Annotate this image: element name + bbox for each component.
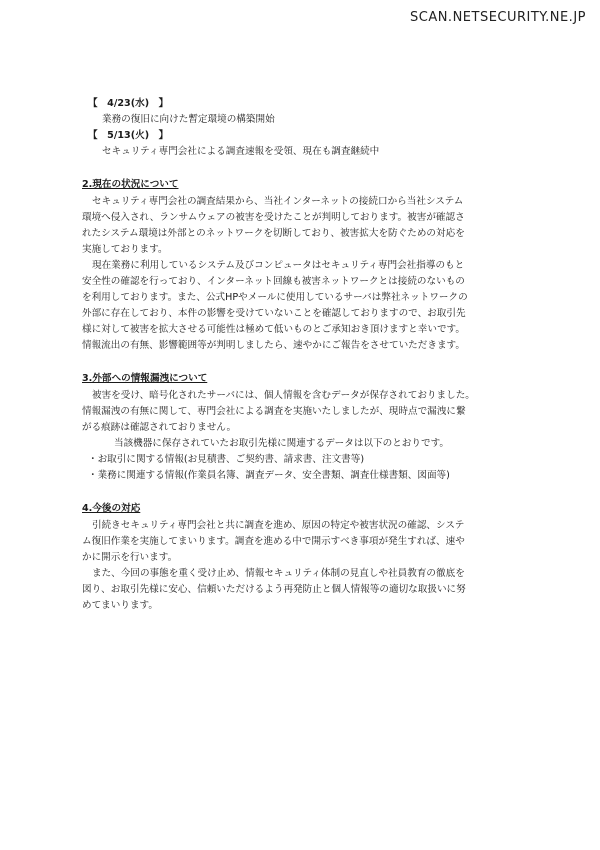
paragraph bbox=[82, 258, 532, 354]
section-current-status bbox=[82, 177, 532, 354]
paragraph-line: がる痕跡は確認されておりません。 bbox=[82, 422, 237, 433]
paragraph-line: 様に対して被害を拡大させる可能性は極めて低いものとご承知おき頂けますと幸いです。 bbox=[82, 324, 465, 335]
timeline-date: 【 4/23(水) 】 bbox=[88, 98, 169, 109]
paragraph-line: 引続きセキュリティ専門会社と共に調査を進め、原因の特定や被害状況の確認、システ bbox=[92, 520, 465, 531]
paragraph-line: 環境へ侵入され、ランサムウェアの被害を受けたことが判明しております。被害が確認さ bbox=[82, 212, 465, 223]
timeline-description: 業務の復旧に向けた暫定環境の構築開始 bbox=[102, 114, 275, 125]
paragraph-line: めてまいります。 bbox=[82, 600, 158, 611]
paragraph bbox=[82, 518, 532, 566]
paragraph-line: セキュリティ専門会社の調査結果から、当社インターネットの接続口から当社システム bbox=[92, 196, 464, 207]
timeline bbox=[82, 96, 532, 160]
paragraph bbox=[82, 388, 532, 436]
paragraph-line: 現在業務に利用しているシステム及びコンピュータはセキュリティ専門会社指導のもと bbox=[92, 260, 465, 271]
section-heading: 2.現在の状況について bbox=[82, 179, 179, 190]
paragraph-line: かに開示を行います。 bbox=[82, 552, 178, 563]
paragraph-line: ム復旧作業を実施してまいります。調査を進める中で開示すべき事項が発生すれば、速や bbox=[82, 536, 465, 547]
watermark-text: SCAN.NETSECURITY.NE.JP bbox=[409, 10, 586, 25]
paragraph-line: 被害を受け、暗号化されたサーバには、個人情報を含むデータが保存されておりました。 bbox=[92, 390, 475, 401]
section-heading: 4.今後の対応 bbox=[82, 503, 141, 514]
bullet-item: ・業務に関連する情報(作業員名簿、調査データ、安全書類、調査仕様書類、図面等) bbox=[88, 470, 450, 481]
bullet-item: ・お取引に関する情報(お見積書、ご契約書、請求書、注文書等) bbox=[88, 454, 365, 465]
timeline-description: セキュリティ専門会社による調査速報を受領、現在も調査継続中 bbox=[102, 146, 380, 157]
paragraph bbox=[82, 566, 532, 614]
paragraph-line: を利用しております。また、公式HPやメールに使用しているサーバは弊社ネットワークの bbox=[82, 292, 468, 303]
paragraph-line: 安全性の確認を行っており、インターネット回線も被害ネットワークとは接続のないもの bbox=[82, 276, 465, 287]
section-heading: 3.外部への情報漏洩について bbox=[82, 373, 208, 384]
data-list-intro: 当該機器に保存されていたお取引先様に関連するデータは以下のとおりです。 bbox=[114, 438, 450, 449]
paragraph-line: れたシステム環境は外部とのネットワークを切断しており、被害拡大を防ぐための対応を bbox=[82, 228, 465, 239]
paragraph-line: また、今回の事態を重く受け止め、情報セキュリティ体制の見直しや社員教育の徹底を bbox=[92, 568, 465, 579]
section-future-response bbox=[82, 501, 532, 614]
paragraph-line: 図り、お取引先様に安心、信頼いただけるよう再発防止と個人情報等の適切な取扱いに努 bbox=[82, 584, 466, 595]
paragraph-line: 実施しております。 bbox=[82, 244, 168, 255]
paragraph-line: 情報流出の有無、影響範囲等が判明しましたら、速やかにご報告をさせていただきます。 bbox=[82, 340, 465, 351]
document-body bbox=[82, 96, 532, 614]
paragraph-line: 外部に存在しており、本件の影響を受けていないことを確認しておりますので、お取引先 bbox=[82, 308, 466, 319]
timeline-date: 【 5/13(火) 】 bbox=[88, 130, 169, 141]
section-information-leak bbox=[82, 371, 532, 484]
paragraph-line: 情報漏洩の有無に関して、専門会社による調査を実施いたしましたが、現時点で漏洩に繋 bbox=[82, 406, 466, 417]
paragraph bbox=[82, 194, 532, 258]
